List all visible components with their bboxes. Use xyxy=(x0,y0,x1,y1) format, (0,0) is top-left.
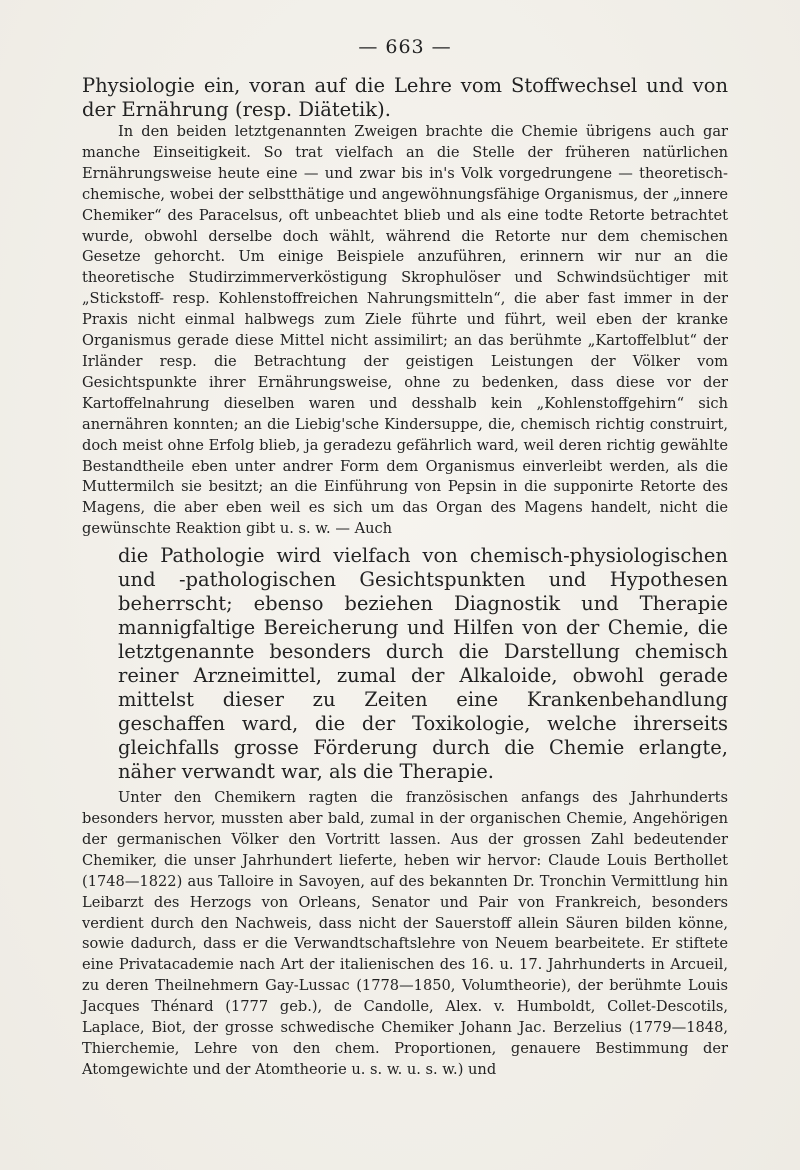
page-number: — 663 — xyxy=(358,36,452,58)
paragraph-pathology: die Pathologie wird vielfach von chemisch-physiologischen und -pathologischen Gesichtspunkten und Hypothesen beherrscht; ebenso beziehen Diagnostik und Therapie mannigfaltige Bereicherung und Hilfen von der Chemie, die letztgenannte besonders durch die Darstellung chemisch reiner Arzneimittel, zumal der Alkaloide, obwohl gerade mittelst dieser zu Zeiten eine Krankenbehandlung geschaffen ward, die der Toxikologie, welche ihrerseits gleichfalls grosse Förderung durch die Chemie erlangte, näher verwandt war, als die Therapie. xyxy=(118,544,728,784)
paragraph-chemists: Unter den Chemikern ragten die französischen anfangs des Jahrhunderts besonders hervor, mussten aber bald, zumal in der organischen Chemie, Angehörigen der germanischen Völker den Vortritt lassen. Aus der grossen Zahl bedeutender Chemiker, die unser Jahrhundert lieferte, heben wir hervor: Claude Louis Berthollet (1748—1822) aus Talloire in Savoyen, auf des bekannten Dr. Tronchin Vermittlung hin Leibarzt des Herzogs von Orleans, Senator und Pair von Frankreich, besonders verdient durch den Nachweis, dass nicht der Sauerstoff allein Säuren bilden könne, sowie dadurch, dass er die Verwandtschaftslehre von Neuem bearbeitete. Er stiftete eine Privatacademie nach Art der italienischen des 16. u. 17. Jahrhunderts in Arcueil, zu deren Theilnehmern Gay-Lussac (1778—1850, Volumtheorie), der berühmte Louis Jacques Thénard (1777 geb.), de Candolle, Alex. v. Humboldt, Collet-Descotils, Laplace, Biot, der grosse schwedische Chemiker Johann Jac. Berzelius (1779—1848, Thierchemie, Lehre von den chem. Proportionen, genauere Bestimmung der Atomgewichte und der Atomtheorie u. s. w. u. s. w.) und xyxy=(82,789,728,1078)
paragraph-nutrition-chemistry: In den beiden letztgenannten Zweigen brachte die Chemie übrigens auch gar manche Einseitigkeit. So trat vielfach an die Stelle der früheren natürlichen Ernährungsweise heute eine — und zwar bis in's Volk vorgedrungene — theoretisch-chemische, wobei der selbstthätige und angewöhnungsfähige Organismus, der „innere Chemiker“ des Paracelsus, oft unbeachtet blieb und als eine todte Retorte betrachtet wurde, obwohl derselbe doch wählt, während die Retorte nur dem chemischen Gesetze gehorcht. Um einige Beispiele anzuführen, erinnern wir nur an die theoretische Studirzimmerverköstigung Skrophulöser und Schwindsüchtiger mit „Stickstoff- resp. Kohlenstoffreichen Nahrungsmitteln“, die aber fast immer in der Praxis nicht einmal halbwegs zum Ziele führte und führt, weil eben der kranke Organismus gerade diese Mittel nicht assimilirt; an das berühmte „Kartoffelblut“ der Irländer resp. die Betrachtung der geistigen Leistungen der Völker vom Gesichtspunkte ihrer Ernährungsweise, ohne zu bedenken, dass diese vor der Kartoffelnahrung dieselben waren und desshalb kein „Kohlenstoffgehirn“ sich anernähren konnten; an die Liebig'sche Kindersuppe, die, chemisch richtig construirt, doch meist ohne Erfolg blieb, ja geradezu gefährlich ward, weil deren richtig gewählte Bestandtheile eben unter andrer Form dem Organismus einverleibt werden, als die Muttermilch sie besitzt; an die Einführung von Pepsin in die supponirte Retorte des Magens, die aber eben weil es sich um das Organ des Magens handelt, nicht die gewünschte Reaktion gibt u. s. w. — Auch xyxy=(82,123,728,538)
paragraph-physiology-continuation: Physiologie ein, voran auf die Lehre vom Stoffwechsel und von der Ernährung (resp. Diätetik). xyxy=(82,74,728,121)
